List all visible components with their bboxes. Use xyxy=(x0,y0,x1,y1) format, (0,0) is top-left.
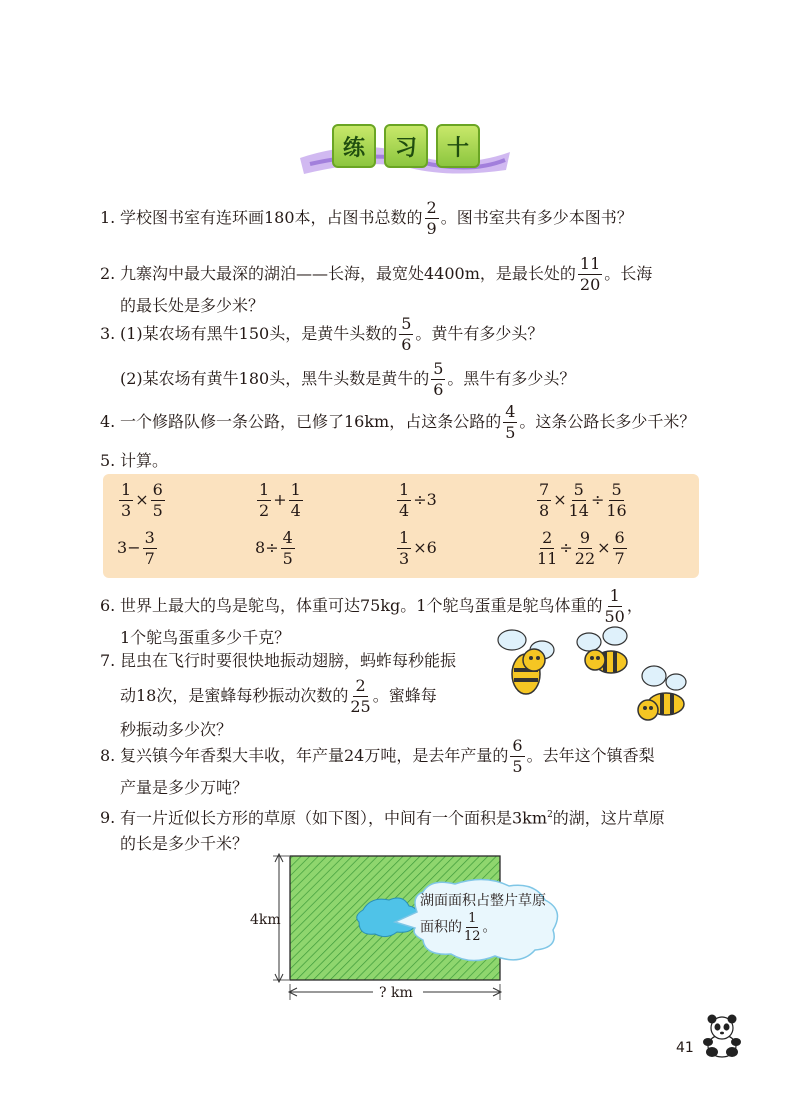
bee-icon xyxy=(577,627,627,673)
denominator: 5 xyxy=(512,757,523,776)
question-number: 4. xyxy=(100,412,116,431)
title-char-2: 习 xyxy=(384,124,428,168)
fraction xyxy=(399,316,413,353)
calculation-box xyxy=(103,474,699,578)
fraction xyxy=(503,404,517,441)
calc-item-8: $\frac{2}{11}$ ÷ $\frac{9}{22}$ × $\frac{6}{7}$ xyxy=(537,528,625,568)
panda-icon xyxy=(700,1012,744,1060)
denominator: 50 xyxy=(604,607,625,626)
question-5 xyxy=(100,448,168,474)
calc-item-4: $\frac{7}{8}$ × $\frac{5}{14}$ ÷ $\frac{5}{16}$ xyxy=(539,480,627,520)
question-text: 一个修路队修一条公路，已修了16km，占这条公路的 xyxy=(120,412,502,431)
denominator: 20 xyxy=(579,275,601,294)
question-text: 的长是多少千米？ xyxy=(120,834,249,854)
question-text: 1个鸵鸟蛋重多少千克？ xyxy=(120,628,291,647)
question-text: 产量是多少万吨？ xyxy=(120,778,249,797)
question-7 xyxy=(100,648,456,743)
superscript: 2 xyxy=(547,810,553,820)
bee-icon xyxy=(638,666,686,720)
question-text: 秒振动多少次？ xyxy=(120,720,233,739)
question-text: 的最长处是多少米？ xyxy=(120,296,265,315)
question-2 xyxy=(100,256,652,319)
bubble-text xyxy=(420,890,546,943)
question-text: (2)某农场有黄牛180头，黑牛头数是黄牛的 xyxy=(120,369,430,388)
question-text: 学校图书室有连环画180本，占图书总数的 xyxy=(120,208,423,227)
question-4 xyxy=(100,404,695,441)
question-number: 6. xyxy=(100,596,116,615)
bee-icon xyxy=(498,630,554,694)
question-text: 计算。 xyxy=(120,451,169,470)
calc-item-1: $\frac{1}{3}$ × $\frac{6}{5}$ xyxy=(121,480,163,520)
height-label: 4km xyxy=(250,912,281,928)
calc-item-5: 3− $\frac{3}{7}$ xyxy=(117,528,155,568)
question-number: 3. xyxy=(100,324,116,343)
title-char-1: 练 xyxy=(332,124,376,168)
denominator: 9 xyxy=(426,219,437,238)
numerator: 4 xyxy=(505,402,516,421)
denominator: 6 xyxy=(401,335,412,354)
question-text: 昆虫在飞行时要很快地振动翅膀，蚂蚱每秒能振 xyxy=(120,651,457,670)
question-text: 。蜜蜂每 xyxy=(372,686,437,705)
denominator: 12 xyxy=(464,929,481,944)
calc-item-2: $\frac{1}{2}$ + $\frac{1}{4}$ xyxy=(259,480,301,520)
bubble-line: 。 xyxy=(482,919,497,936)
title-char-3: 十 xyxy=(436,124,480,168)
denominator: 5 xyxy=(505,423,516,442)
width-label: ? km xyxy=(379,985,413,1001)
question-number: 8. xyxy=(100,746,116,765)
question-number: 1. xyxy=(100,208,116,227)
fraction xyxy=(431,361,445,398)
calc-item-7: $\frac{1}{3}$ ×6 xyxy=(399,528,437,568)
question-number: 9. xyxy=(100,808,116,828)
numerator: 5 xyxy=(433,359,444,378)
question-text: 动18次，是蜜蜂每秒振动次数的 xyxy=(120,686,349,705)
denominator: 25 xyxy=(350,697,371,716)
question-text: 。长海 xyxy=(604,264,653,283)
question-3 xyxy=(100,316,575,398)
numerator: 1 xyxy=(468,911,477,926)
question-1 xyxy=(100,200,633,237)
numerator: 6 xyxy=(512,736,523,755)
fraction xyxy=(510,738,524,775)
numerator: 2 xyxy=(355,676,366,695)
page-number: 41 xyxy=(676,1040,694,1056)
question-text: 。去年这个镇香梨 xyxy=(526,746,655,765)
question-text: 。图书室共有多少本图书？ xyxy=(440,208,633,227)
bubble-line: 面积的 xyxy=(420,919,462,936)
question-text: 。黄牛有多少头？ xyxy=(415,324,544,343)
bees-illustration xyxy=(490,626,700,726)
question-text: 复兴镇今年香梨大丰收，年产量24万吨，是去年产量的 xyxy=(120,746,509,765)
fraction xyxy=(578,256,602,293)
numerator: 5 xyxy=(401,314,412,333)
calc-item-3: $\frac{1}{4}$ ÷3 xyxy=(399,480,437,520)
fraction xyxy=(425,200,439,237)
question-8 xyxy=(100,738,655,801)
fraction xyxy=(604,588,624,625)
question-text: 世界上最大的鸟是鸵鸟，体重可达75kg。1个鸵鸟蛋重是鸵鸟体重的 xyxy=(120,596,603,615)
question-number: 5. xyxy=(100,451,116,470)
question-number: 2. xyxy=(100,264,116,283)
question-number: 7. xyxy=(100,651,116,670)
calc-item-6: 8÷ $\frac{4}{5}$ xyxy=(255,528,293,568)
fraction xyxy=(464,912,481,943)
bubble-line: 湖面面积占整片草原 xyxy=(420,893,546,909)
question-text: (1)某农场有黑牛150头，是黄牛头数的 xyxy=(120,324,398,343)
denominator: 6 xyxy=(433,380,444,399)
question-text: 。黑牛有多少头？ xyxy=(447,369,576,388)
question-text: 。这条公路长多少千米？ xyxy=(519,412,696,431)
question-text: ， xyxy=(626,596,643,615)
numerator: 2 xyxy=(426,198,437,217)
question-text: 有一片近似长方形的草原（如下图），中间有一个面积是3km xyxy=(120,808,548,828)
question-text: 九寨沟中最大最深的湖泊——长海，最宽处4400m，是最长处的 xyxy=(120,264,576,283)
fraction xyxy=(350,678,370,715)
numerator: 11 xyxy=(579,254,601,273)
numerator: 1 xyxy=(609,586,620,605)
question-text: 的湖，这片草原 xyxy=(552,808,665,828)
exercise-title xyxy=(300,118,510,188)
